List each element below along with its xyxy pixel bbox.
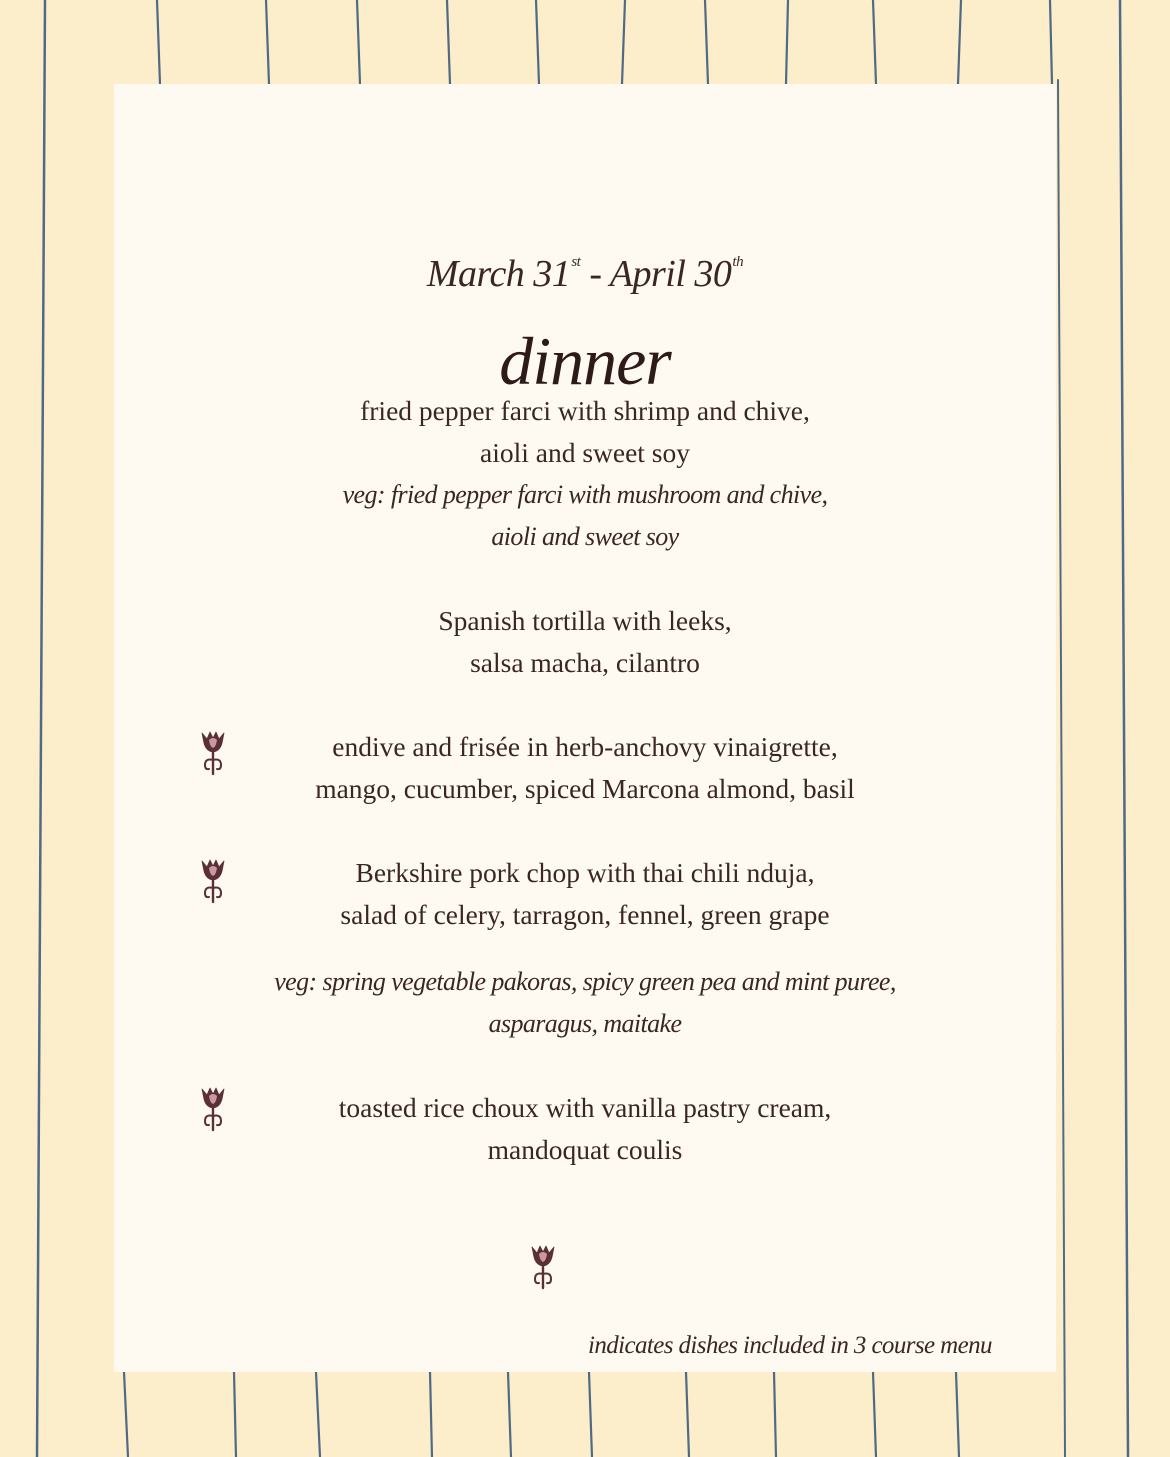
dish-line: salsa macha, cilantro — [470, 647, 700, 678]
stripe-line — [686, 1372, 689, 1457]
stripe-line — [266, 0, 269, 84]
stripe-line — [316, 1372, 320, 1457]
stripe-line — [1050, 0, 1052, 84]
stripe-line — [234, 1372, 236, 1457]
stripe-line — [1058, 80, 1065, 1457]
stripe-line — [157, 0, 160, 84]
stripe-line — [357, 0, 360, 84]
stripe-line — [447, 0, 450, 84]
stripe-line — [622, 0, 625, 84]
stripe-line — [956, 1372, 959, 1457]
dish-item — [114, 852, 1056, 936]
stripe-line — [589, 1372, 592, 1457]
stripe-line — [1120, 0, 1128, 1457]
stripe-line — [37, 0, 45, 1457]
stripe-line — [873, 1372, 876, 1457]
dish-item — [114, 726, 1056, 810]
dish-line: toasted rice choux with vanilla pastry cream, — [338, 1092, 832, 1123]
date-start: March 31 — [426, 253, 571, 295]
veg-option-line: asparagus, maitake — [488, 1009, 682, 1038]
stripe-line — [958, 0, 961, 84]
stripe-line — [705, 0, 708, 84]
menu-title: dinner — [499, 323, 671, 399]
dish-line: salad of celery, tarragon, fennel, green grape — [340, 899, 830, 930]
dish-line: fried pepper farci with shrimp and chive, — [360, 395, 810, 426]
stripe-line — [508, 1372, 511, 1457]
date-start-suffix: st — [571, 254, 581, 270]
veg-option-line: aioli and sweet soy — [491, 522, 679, 551]
stripe-line — [786, 0, 788, 84]
dish-line: Berkshire pork chop with thai chili nduja, — [355, 857, 815, 888]
stripe-line — [774, 1372, 776, 1457]
menu-card — [114, 84, 1056, 1372]
dish-line: aioli and sweet soy — [479, 437, 691, 468]
dish-item — [114, 600, 1056, 684]
veg-option — [114, 961, 1056, 1045]
stripe-line — [124, 1372, 128, 1457]
stripe-line — [873, 0, 876, 84]
dish-line: mango, cucumber, spiced Marcona almond, basil — [315, 773, 855, 804]
date-end-suffix: th — [732, 254, 744, 270]
legend-text: indicates dishes included in 3 course menu — [588, 1332, 992, 1359]
dish-line: mandoquat coulis — [487, 1134, 683, 1165]
tulip-icon — [528, 1244, 558, 1290]
date-end: April 30 — [609, 253, 732, 295]
veg-option-line: veg: spring vegetable pakoras, spicy green pea and mint puree, — [274, 967, 896, 996]
menu-date-range — [114, 252, 1056, 296]
dish-line: endive and frisée in herb-anchovy vinaigrette, — [332, 731, 838, 762]
date-separator: - — [580, 253, 610, 295]
dish-item — [114, 1087, 1056, 1171]
dish-line: Spanish tortilla with leeks, — [438, 605, 732, 636]
veg-option-line: veg: fried pepper farci with mushroom and chive, — [342, 480, 828, 509]
dish-item — [114, 390, 1056, 558]
stripe-line — [536, 0, 539, 84]
stripe-line — [430, 1372, 432, 1457]
